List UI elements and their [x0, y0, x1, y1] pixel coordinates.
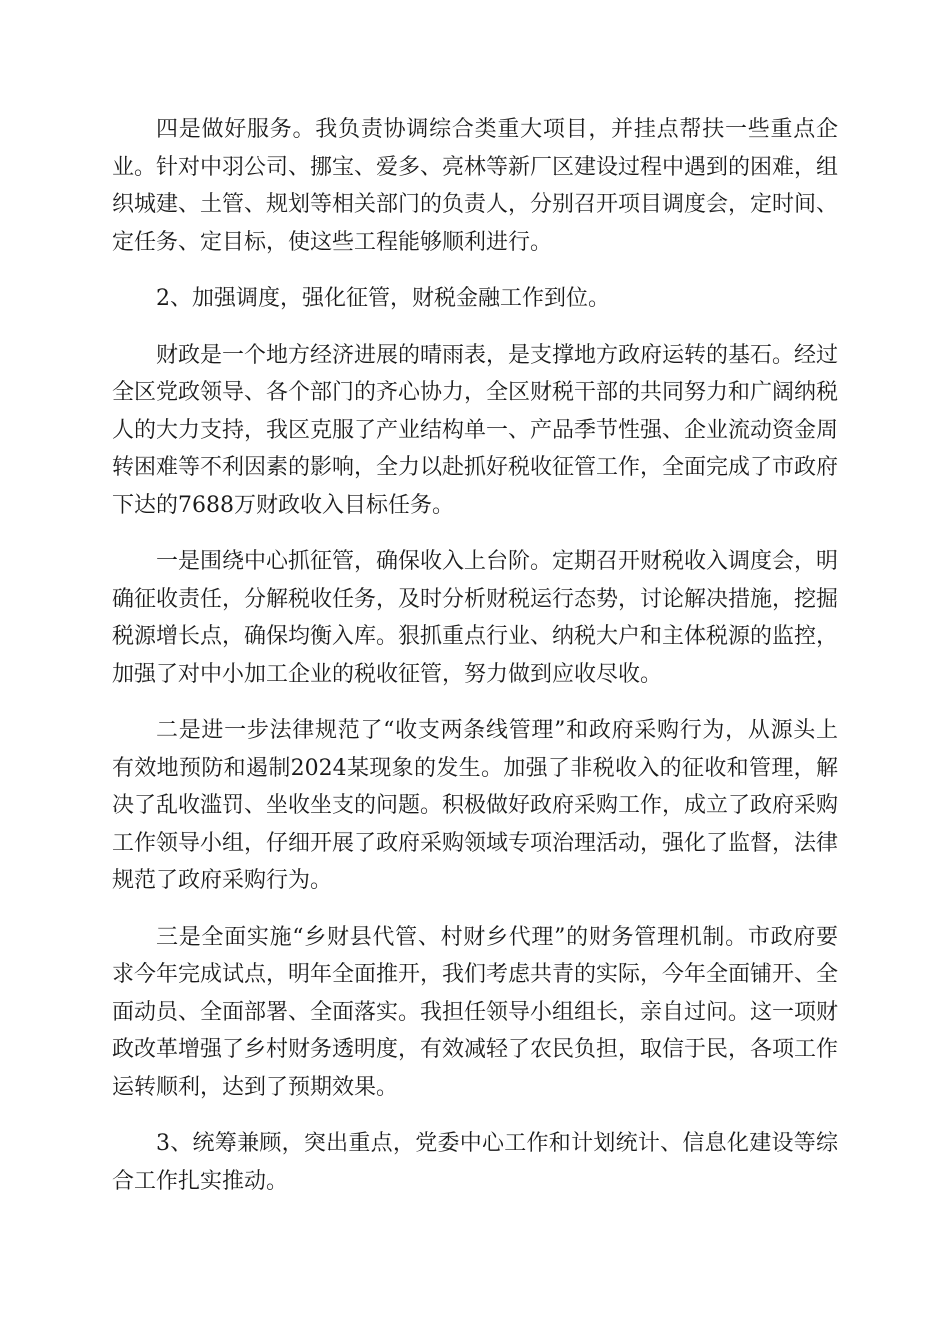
paragraph-service: 四是做好服务。我负责协调综合类重大项目，并挂点帮扶一些重点企业。针对中羽公司、挪宝、爱多、亮林等新厂区建设过程中遇到的困难，组织城建、土管、规划等相关部门的负责人，分别召开项目调度会，定时间、定任务、定目标，使这些工程能够顺利进行。: [112, 117, 839, 255]
paragraph-rural-finance: 三是全面实施“乡财县代管、村财乡代理”的财务管理机制。市政府要求今年完成试点，明年全面推开，我们考虑共青的实际，今年全面铺开、全面动员、全面部署、全面落实。我担任领导小组组长，亲自过问。这一项财政改革增强了乡村财务透明度，有效减轻了农民负担，取信于民，各项工作运转顺利，达到了预期效果。: [112, 924, 839, 1100]
paragraph-tax-collection: 一是围绕中心抓征管，确保收入上台阶。定期召开财税收入调度会，明确征收责任，分解税收任务，及时分析财税运行态势，讨论解决措施，挖掘税源增长点，确保均衡入库。狠抓重点行业、纳税大户和主体税源的监控，加强了对中小加工企业的税收征管，努力做到应收尽收。: [112, 549, 839, 687]
paragraph-finance-overview: 财政是一个地方经济进展的晴雨表，是支撑地方政府运转的基石。经过全区党政领导、各个部门的齐心协力，全区财税干部的共同努力和广阔纳税人的大力支持，我区克服了产业结构单一、产品季节性强、企业流动资金周转困难等不利因素的影响，全力以赴抓好税收征管工作，全面完成了市政府下达的7688万财政收入目标任务。: [112, 342, 839, 518]
heading-finance-tax: 2、加强调度，强化征管，财税金融工作到位。: [156, 286, 610, 311]
heading-overall-planning: 3、统筹兼顾，突出重点，党委中心工作和计划统计、信息化建设等综合工作扎实推动。: [112, 1131, 838, 1194]
paragraph-procurement: 二是进一步法律规范了“收支两条线管理”和政府采购行为，从源头上有效地预防和遏制2024某现象的发生。加强了非税收入的征收和管理，解决了乱收滥罚、坐收坐支的问题。积极做好政府采购工作，成立了政府采购工作领导小组，仔细开展了政府采购领域专项治理活动，强化了监督，法律规范了政府采购行为。: [112, 718, 839, 893]
document-body: [112, 111, 838, 1219]
